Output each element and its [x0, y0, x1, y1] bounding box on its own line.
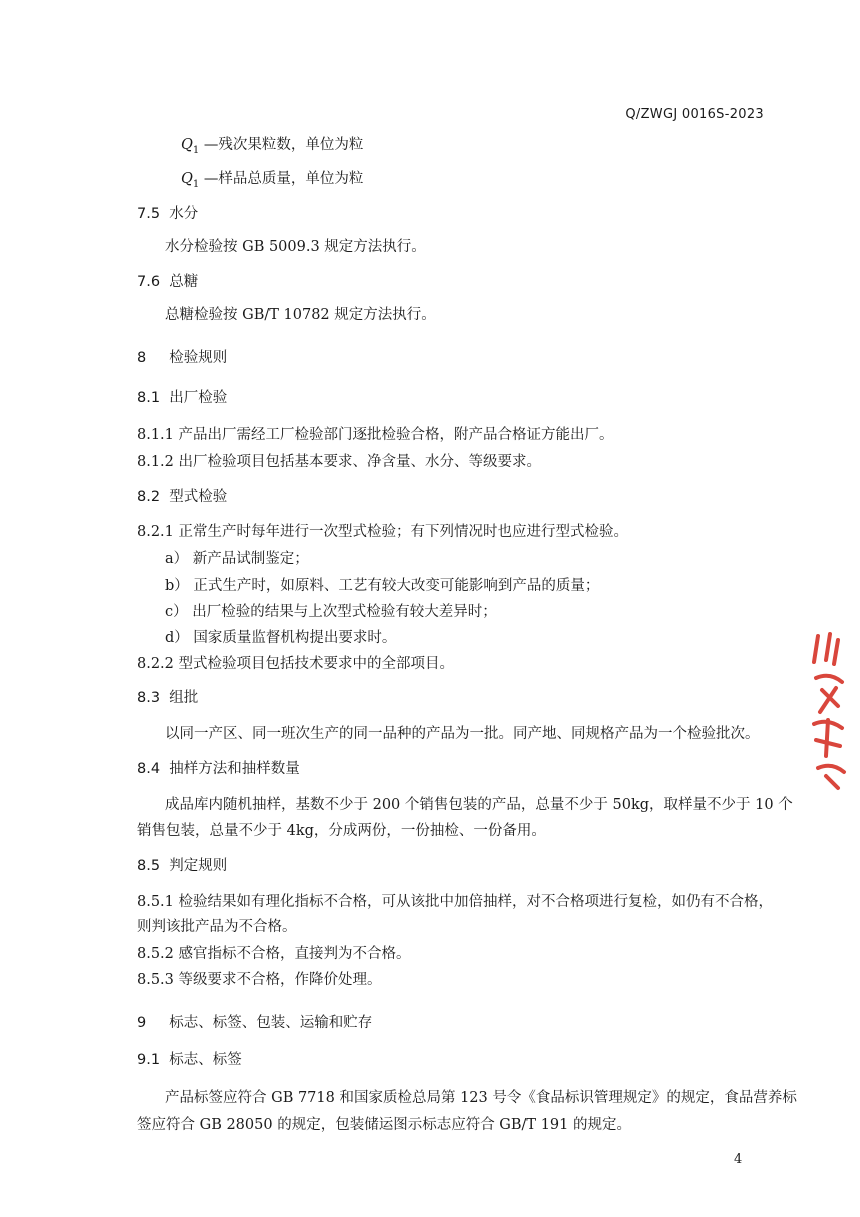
standard-code: Q/ZWGJ 0016S-2023 [625, 107, 764, 122]
section-heading-8: 8 检验规则 [137, 350, 228, 366]
clause-8-5-1-cont: 则判该批产品为不合格。 [137, 919, 297, 935]
seal-stamp-fragment [808, 628, 848, 793]
section-heading-8-1: 8.1 出厂检验 [137, 390, 228, 406]
section-heading-9: 9 标志、标签、包装、运输和贮存 [137, 1015, 373, 1031]
page-number: 4 [734, 1152, 743, 1167]
section-heading-8-3: 8.3 组批 [137, 690, 199, 706]
formula-desc: —残次果粒数，单位为粒 [203, 137, 364, 153]
clause-8-5-1: 8.5.1 检验结果如有理化指标不合格，可从该批中加倍抽样，对不合格项进行复检，如仍有不合格， [137, 894, 773, 910]
paragraph: 水分检验按 GB 5009.3 规定方法执行。 [165, 239, 426, 255]
paragraph-line: 成品库内随机抽样，基数不少于 200 个销售包装的产品，总量不少于 50kg，取样量不少于 10 个 [165, 797, 793, 813]
paragraph-line: 销售包装，总量不少于 4kg，分成两份，一份抽检、一份备用。 [137, 823, 546, 839]
paragraph: 以同一产区、同一班次生产的同一品种的产品为一批。同产地、同规格产品为一个检验批次。 [165, 726, 760, 742]
formula-var-2 [181, 170, 363, 194]
paragraph-line: 签应符合 GB 28050 的规定，包装储运图示标志应符合 GB/T 191 的规定。 [137, 1117, 631, 1133]
section-heading-7-5: 7.5 水分 [137, 206, 199, 222]
section-heading-7-6: 7.6 总糖 [137, 274, 199, 290]
list-item: b） 正式生产时，如原料、工艺有较大改变可能影响到产品的质量； [165, 578, 600, 594]
paragraph: 总糖检验按 GB/T 10782 规定方法执行。 [165, 307, 436, 323]
list-item: d） 国家质量监督机构提出要求时。 [165, 630, 397, 646]
list-item: c） 出厂检验的结果与上次型式检验有较大差异时； [165, 604, 497, 620]
clause-8-5-3: 8.5.3 等级要求不合格，作降价处理。 [137, 972, 382, 988]
formula-symbol: $Q_1$ [181, 171, 200, 190]
section-heading-9-1: 9.1 标志、标签 [137, 1052, 242, 1068]
clause-8-1-2: 8.1.2 出厂检验项目包括基本要求、净含量、水分、等级要求。 [137, 454, 542, 470]
formula-symbol: $Q_1$ [181, 137, 200, 156]
section-heading-8-4: 8.4 抽样方法和抽样数量 [137, 761, 300, 777]
paragraph-line: 产品标签应符合 GB 7718 和国家质检总局第 123 号令《食品标识管理规定》的规定，食品营养标 [165, 1090, 797, 1106]
clause-8-2-1: 8.2.1 正常生产时每年进行一次型式检验；有下列情况时也应进行型式检验。 [137, 524, 629, 540]
formula-var-1 [181, 136, 363, 160]
formula-desc: —样品总质量，单位为粒 [203, 171, 364, 187]
clause-8-1-1: 8.1.1 产品出厂需经工厂检验部门逐批检验合格，附产品合格证方能出厂。 [137, 427, 614, 443]
list-item: a） 新产品试制鉴定； [165, 551, 309, 567]
section-heading-8-2: 8.2 型式检验 [137, 489, 228, 505]
section-heading-8-5: 8.5 判定规则 [137, 858, 228, 874]
clause-8-5-2: 8.5.2 感官指标不合格，直接判为不合格。 [137, 946, 411, 962]
clause-8-2-2: 8.2.2 型式检验项目包括技术要求中的全部项目。 [137, 656, 455, 672]
